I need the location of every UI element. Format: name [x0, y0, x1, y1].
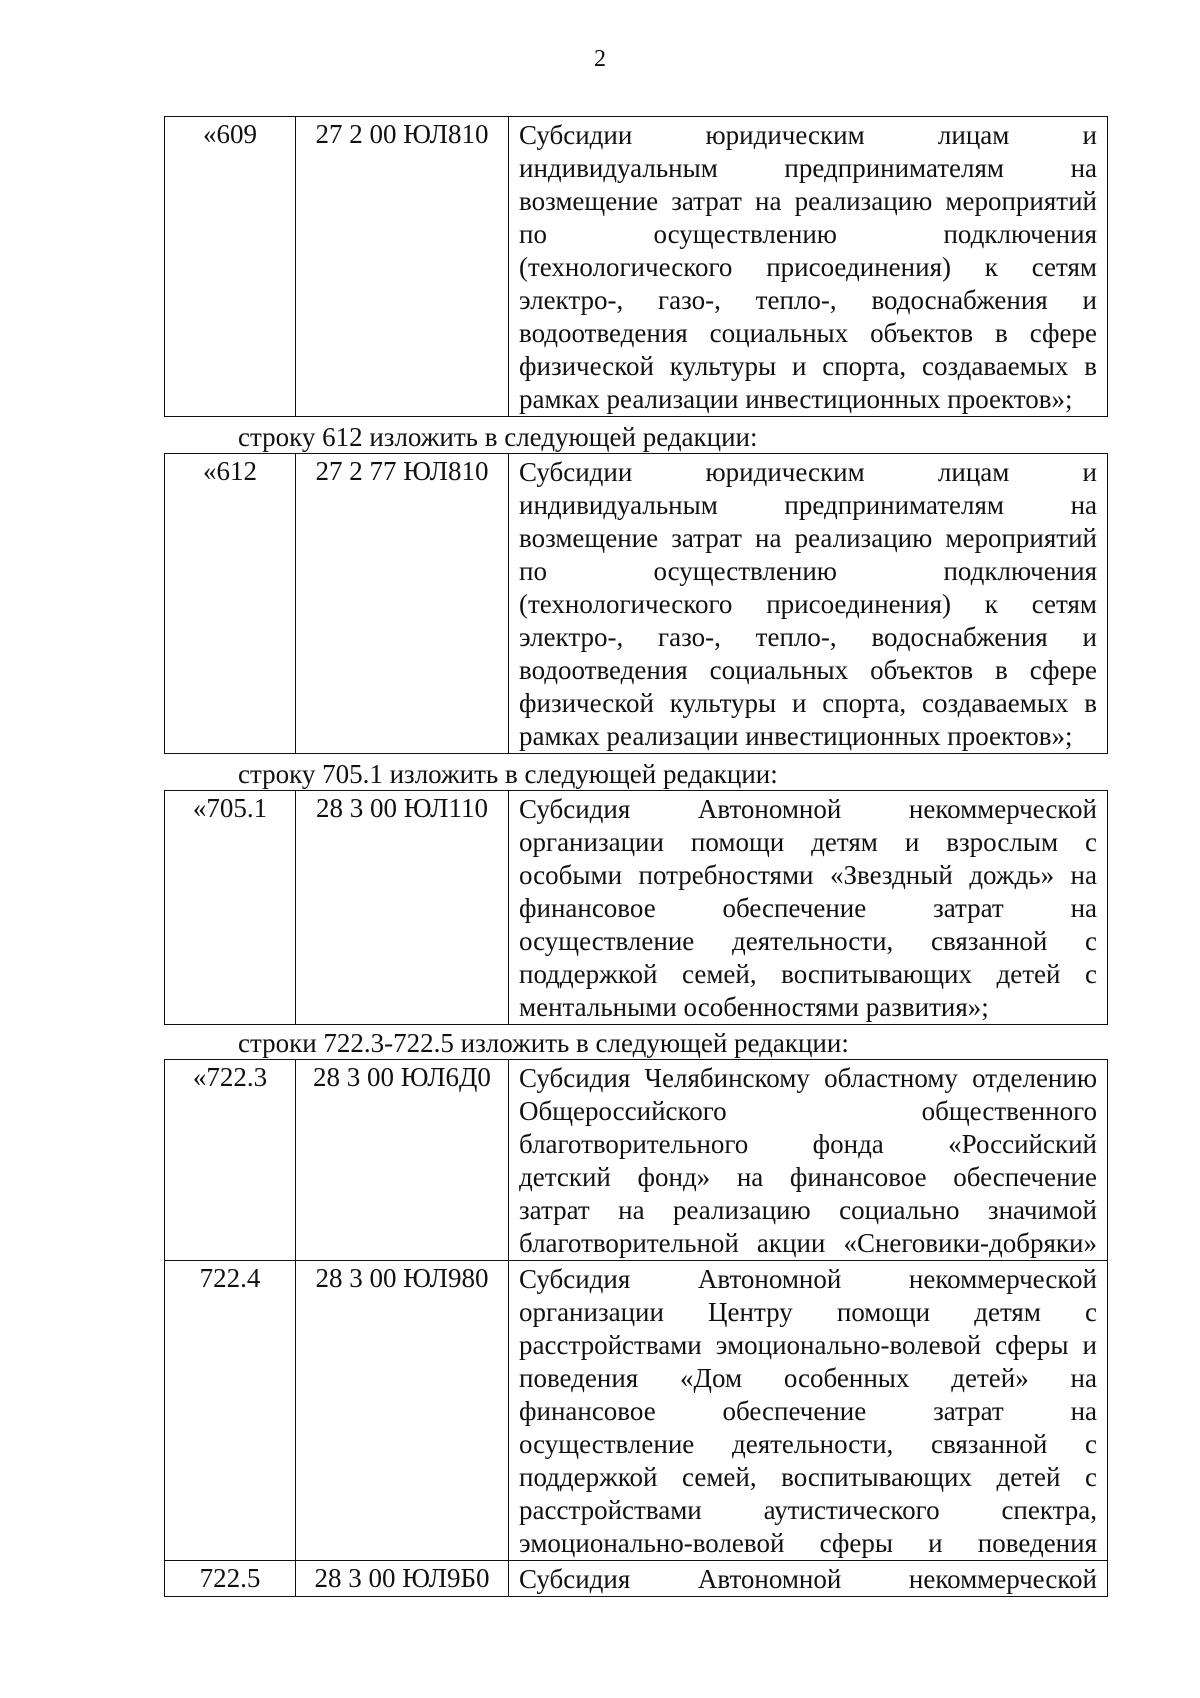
description-line: поддержкой семей, воспитывающих детей с — [519, 1462, 1097, 1492]
row-description — [509, 1261, 1108, 1561]
row-number: «612 — [165, 454, 296, 754]
budget-code: 28 3 00 ЮЛ110 — [296, 791, 509, 1025]
row-number: 722.5 — [165, 1561, 296, 1597]
description-line: Общероссийского общественного — [519, 1096, 1097, 1126]
budget-code: 27 2 00 ЮЛ810 — [296, 117, 509, 417]
description-line: (технологического присоединения) к сетям — [519, 252, 1097, 282]
budget-table-705-1 — [164, 790, 1108, 1025]
description-line: финансовое обеспечение затрат на — [519, 1396, 1097, 1426]
description-line: индивидуальным предпринимателям на — [519, 490, 1097, 520]
row-description — [509, 791, 1108, 1025]
budget-table-609 — [164, 116, 1108, 417]
description-line: благотворительной акции «Снеговики-добряки» — [519, 1228, 1097, 1258]
page-number: 2 — [594, 46, 606, 72]
description-line: Субсидия Автономной некоммерческой — [519, 794, 1097, 824]
description-line: рамках реализации инвестиционных проектов»; — [519, 721, 1073, 751]
budget-code: 28 3 00 ЮЛ9Б0 — [296, 1561, 509, 1597]
budget-code: 28 3 00 ЮЛ6Д0 — [296, 1060, 509, 1261]
description-line: особыми потребностями «Звездный дождь» на — [519, 860, 1097, 890]
description-line: расстройствами аутистического спектра, — [519, 1495, 1097, 1525]
table-row — [165, 1261, 1108, 1561]
row-number: 722.4 — [165, 1261, 296, 1561]
description-line: Субсидия Автономной некоммерческой — [519, 1564, 1097, 1594]
budget-code: 28 3 00 ЮЛ980 — [296, 1261, 509, 1561]
row-number: «722.3 — [165, 1060, 296, 1261]
description-line: по осуществлению подключения — [519, 219, 1097, 249]
description-line: Субсидия Автономной некоммерческой — [519, 1264, 1097, 1294]
description-line: по осуществлению подключения — [519, 556, 1097, 586]
description-line: эмоционально-волевой сферы и поведения — [519, 1528, 1097, 1558]
description-line: организации Центру помощи детям с — [519, 1297, 1097, 1327]
description-line: детский фонд» на финансовое обеспечение — [519, 1162, 1097, 1192]
instruction-text: строки 722.3-722.5 изложить в следующей редакции: — [238, 1028, 849, 1058]
table-row — [165, 1060, 1108, 1261]
description-line: водоотведения социальных объектов в сфере — [519, 655, 1097, 685]
description-line: Субсидии юридическим лицам и — [519, 120, 1097, 150]
description-line: электро-, газо-, тепло-, водоснабжения и — [519, 285, 1097, 315]
description-line: Субсидии юридическим лицам и — [519, 457, 1097, 487]
description-line: расстройствами эмоционально-волевой сферы и — [519, 1330, 1097, 1360]
description-line: физической культуры и спорта, создаваемых в — [519, 351, 1097, 381]
description-line: (технологического присоединения) к сетям — [519, 589, 1097, 619]
row-description — [509, 454, 1108, 754]
description-line: Субсидия Челябинскому областному отделению — [519, 1063, 1097, 1093]
description-line: осуществление деятельности, связанной с — [519, 926, 1097, 956]
budget-table-612 — [164, 453, 1108, 754]
row-description — [509, 1561, 1108, 1597]
instruction-text: строку 612 изложить в следующей редакции: — [238, 422, 758, 452]
description-line: поддержкой семей, воспитывающих детей с — [519, 959, 1097, 989]
description-line: возмещение затрат на реализацию мероприятий — [519, 523, 1097, 553]
description-line: затрат на реализацию социально значимой — [519, 1195, 1097, 1225]
description-line: финансовое обеспечение затрат на — [519, 893, 1097, 923]
row-number: «609 — [165, 117, 296, 417]
description-line: организации помощи детям и взрослым с — [519, 827, 1097, 857]
description-line: электро-, газо-, тепло-, водоснабжения и — [519, 622, 1097, 652]
budget-code: 27 2 77 ЮЛ810 — [296, 454, 509, 754]
description-line: ментальными особенностями развития»; — [519, 992, 989, 1022]
row-description — [509, 1060, 1108, 1261]
description-line: поведения «Дом особенных детей» на — [519, 1363, 1097, 1393]
budget-table-722 — [164, 1059, 1108, 1597]
description-line: благотворительного фонда «Российский — [519, 1129, 1097, 1159]
table-row — [165, 791, 1108, 1025]
table-row — [165, 117, 1108, 417]
table-row — [165, 454, 1108, 754]
description-line: возмещение затрат на реализацию мероприятий — [519, 186, 1097, 216]
description-line: осуществление деятельности, связанной с — [519, 1429, 1097, 1459]
description-line: водоотведения социальных объектов в сфере — [519, 318, 1097, 348]
description-line: физической культуры и спорта, создаваемых в — [519, 688, 1097, 718]
description-line: рамках реализации инвестиционных проектов»; — [519, 384, 1073, 414]
row-number: «705.1 — [165, 791, 296, 1025]
description-line: индивидуальным предпринимателям на — [519, 153, 1097, 183]
row-description — [509, 117, 1108, 417]
table-row — [165, 1561, 1108, 1597]
instruction-text: строку 705.1 изложить в следующей редакции: — [238, 759, 778, 789]
